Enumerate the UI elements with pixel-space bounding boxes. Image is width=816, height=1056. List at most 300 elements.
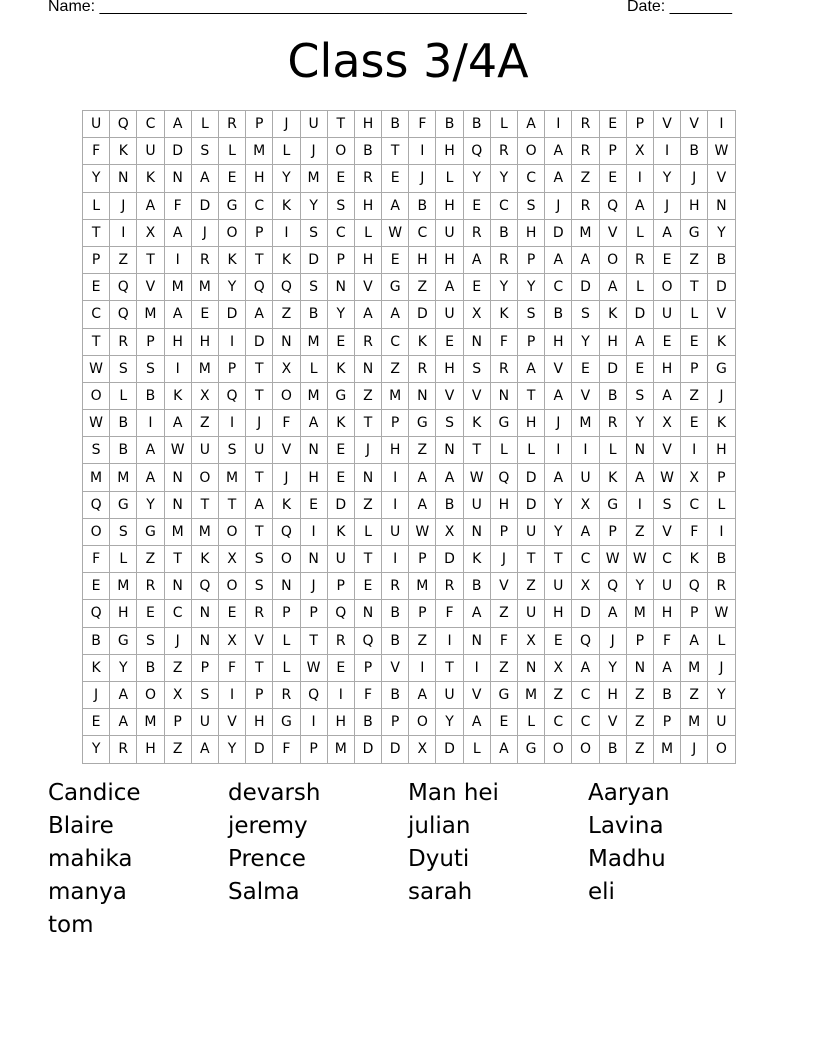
grid-cell[interactable]: H bbox=[246, 709, 273, 736]
grid-cell[interactable]: A bbox=[599, 600, 626, 627]
grid-cell[interactable]: T bbox=[681, 274, 708, 301]
grid-cell[interactable]: I bbox=[382, 546, 409, 573]
grid-cell[interactable]: H bbox=[545, 600, 572, 627]
grid-cell[interactable]: J bbox=[300, 573, 327, 600]
grid-cell[interactable]: Z bbox=[382, 355, 409, 382]
grid-cell[interactable]: W bbox=[83, 410, 110, 437]
grid-cell[interactable]: E bbox=[300, 491, 327, 518]
grid-cell[interactable]: K bbox=[191, 546, 218, 573]
grid-cell[interactable]: L bbox=[599, 437, 626, 464]
grid-cell[interactable]: O bbox=[518, 138, 545, 165]
grid-cell[interactable]: T bbox=[300, 627, 327, 654]
grid-cell[interactable]: L bbox=[83, 192, 110, 219]
grid-cell[interactable]: K bbox=[463, 546, 490, 573]
grid-cell[interactable]: A bbox=[626, 192, 653, 219]
grid-cell[interactable]: E bbox=[545, 627, 572, 654]
grid-cell[interactable]: F bbox=[681, 518, 708, 545]
grid-cell[interactable]: F bbox=[218, 654, 245, 681]
grid-cell[interactable]: R bbox=[490, 246, 517, 273]
grid-cell[interactable]: K bbox=[273, 246, 300, 273]
grid-cell[interactable]: A bbox=[191, 736, 218, 763]
grid-cell[interactable]: A bbox=[164, 219, 191, 246]
grid-cell[interactable]: Q bbox=[83, 600, 110, 627]
grid-cell[interactable]: B bbox=[137, 382, 164, 409]
grid-cell[interactable]: J bbox=[490, 546, 517, 573]
grid-cell[interactable]: N bbox=[490, 382, 517, 409]
grid-cell[interactable]: L bbox=[110, 382, 137, 409]
grid-cell[interactable]: M bbox=[572, 410, 599, 437]
grid-cell[interactable]: M bbox=[681, 709, 708, 736]
grid-cell[interactable]: P bbox=[626, 627, 653, 654]
grid-cell[interactable]: M bbox=[681, 654, 708, 681]
grid-cell[interactable]: S bbox=[436, 410, 463, 437]
grid-cell[interactable]: F bbox=[436, 600, 463, 627]
grid-cell[interactable]: E bbox=[681, 328, 708, 355]
grid-cell[interactable]: A bbox=[572, 518, 599, 545]
grid-cell[interactable]: G bbox=[110, 627, 137, 654]
grid-cell[interactable]: L bbox=[626, 219, 653, 246]
grid-cell[interactable]: G bbox=[382, 274, 409, 301]
grid-cell[interactable]: L bbox=[354, 219, 381, 246]
grid-cell[interactable]: J bbox=[681, 165, 708, 192]
grid-cell[interactable]: P bbox=[599, 518, 626, 545]
grid-cell[interactable]: I bbox=[681, 437, 708, 464]
grid-cell[interactable]: L bbox=[518, 709, 545, 736]
grid-cell[interactable]: H bbox=[599, 328, 626, 355]
grid-cell[interactable]: S bbox=[110, 518, 137, 545]
grid-cell[interactable]: K bbox=[273, 192, 300, 219]
grid-cell[interactable]: L bbox=[110, 546, 137, 573]
grid-cell[interactable]: M bbox=[164, 274, 191, 301]
grid-cell[interactable]: Y bbox=[545, 518, 572, 545]
grid-cell[interactable]: E bbox=[327, 328, 354, 355]
grid-cell[interactable]: Y bbox=[599, 654, 626, 681]
grid-cell[interactable]: E bbox=[137, 600, 164, 627]
grid-cell[interactable]: M bbox=[191, 274, 218, 301]
grid-cell[interactable]: M bbox=[164, 518, 191, 545]
grid-cell[interactable]: G bbox=[327, 382, 354, 409]
grid-cell[interactable]: O bbox=[708, 736, 735, 763]
grid-cell[interactable]: Y bbox=[626, 573, 653, 600]
grid-cell[interactable]: L bbox=[273, 138, 300, 165]
grid-cell[interactable]: N bbox=[300, 546, 327, 573]
grid-cell[interactable]: N bbox=[110, 165, 137, 192]
grid-cell[interactable]: E bbox=[218, 165, 245, 192]
grid-cell[interactable]: D bbox=[518, 464, 545, 491]
grid-cell[interactable]: K bbox=[599, 464, 626, 491]
grid-cell[interactable]: W bbox=[409, 518, 436, 545]
grid-cell[interactable]: M bbox=[300, 165, 327, 192]
grid-cell[interactable]: X bbox=[273, 355, 300, 382]
grid-cell[interactable]: T bbox=[83, 219, 110, 246]
grid-cell[interactable]: R bbox=[191, 246, 218, 273]
grid-cell[interactable]: N bbox=[191, 627, 218, 654]
grid-cell[interactable]: E bbox=[83, 274, 110, 301]
grid-cell[interactable]: N bbox=[327, 274, 354, 301]
grid-cell[interactable]: R bbox=[599, 410, 626, 437]
grid-cell[interactable]: K bbox=[681, 546, 708, 573]
grid-cell[interactable]: H bbox=[382, 437, 409, 464]
grid-cell[interactable]: I bbox=[409, 654, 436, 681]
grid-cell[interactable]: F bbox=[273, 736, 300, 763]
grid-cell[interactable]: E bbox=[327, 437, 354, 464]
grid-cell[interactable]: H bbox=[327, 709, 354, 736]
grid-cell[interactable]: J bbox=[273, 464, 300, 491]
grid-cell[interactable]: D bbox=[246, 736, 273, 763]
grid-cell[interactable]: Q bbox=[327, 600, 354, 627]
grid-cell[interactable]: T bbox=[545, 546, 572, 573]
grid-cell[interactable]: Y bbox=[110, 654, 137, 681]
grid-cell[interactable]: Z bbox=[572, 165, 599, 192]
grid-cell[interactable]: L bbox=[273, 627, 300, 654]
grid-cell[interactable]: P bbox=[137, 328, 164, 355]
grid-cell[interactable]: P bbox=[354, 654, 381, 681]
grid-cell[interactable]: V bbox=[653, 518, 680, 545]
grid-cell[interactable]: D bbox=[409, 301, 436, 328]
grid-cell[interactable]: U bbox=[246, 437, 273, 464]
grid-cell[interactable]: S bbox=[191, 138, 218, 165]
grid-cell[interactable]: D bbox=[382, 736, 409, 763]
grid-cell[interactable]: W bbox=[83, 355, 110, 382]
grid-cell[interactable]: G bbox=[518, 736, 545, 763]
grid-cell[interactable]: P bbox=[300, 600, 327, 627]
grid-cell[interactable]: B bbox=[300, 301, 327, 328]
grid-cell[interactable]: B bbox=[545, 301, 572, 328]
grid-cell[interactable]: W bbox=[599, 546, 626, 573]
grid-cell[interactable]: R bbox=[327, 627, 354, 654]
grid-cell[interactable]: W bbox=[708, 600, 735, 627]
grid-cell[interactable]: G bbox=[137, 518, 164, 545]
grid-cell[interactable]: B bbox=[599, 382, 626, 409]
grid-cell[interactable]: J bbox=[545, 192, 572, 219]
grid-cell[interactable]: F bbox=[354, 681, 381, 708]
grid-cell[interactable]: F bbox=[409, 111, 436, 138]
grid-cell[interactable]: Z bbox=[681, 382, 708, 409]
grid-cell[interactable]: H bbox=[545, 328, 572, 355]
grid-cell[interactable]: P bbox=[164, 709, 191, 736]
grid-cell[interactable]: R bbox=[273, 681, 300, 708]
grid-cell[interactable]: H bbox=[436, 192, 463, 219]
grid-cell[interactable]: H bbox=[300, 464, 327, 491]
grid-cell[interactable]: B bbox=[708, 246, 735, 273]
grid-cell[interactable]: Y bbox=[327, 301, 354, 328]
grid-cell[interactable]: C bbox=[518, 165, 545, 192]
grid-cell[interactable]: H bbox=[599, 681, 626, 708]
grid-cell[interactable]: V bbox=[137, 274, 164, 301]
grid-cell[interactable]: D bbox=[436, 736, 463, 763]
grid-cell[interactable]: M bbox=[137, 709, 164, 736]
grid-cell[interactable]: D bbox=[626, 301, 653, 328]
grid-cell[interactable]: A bbox=[545, 464, 572, 491]
grid-cell[interactable]: P bbox=[191, 654, 218, 681]
grid-cell[interactable]: Y bbox=[518, 274, 545, 301]
grid-cell[interactable]: H bbox=[436, 246, 463, 273]
grid-cell[interactable]: M bbox=[110, 464, 137, 491]
grid-cell[interactable]: H bbox=[518, 219, 545, 246]
grid-cell[interactable]: Y bbox=[708, 681, 735, 708]
grid-cell[interactable]: A bbox=[653, 382, 680, 409]
grid-cell[interactable]: Q bbox=[599, 573, 626, 600]
grid-cell[interactable]: N bbox=[164, 464, 191, 491]
grid-cell[interactable]: U bbox=[436, 301, 463, 328]
grid-cell[interactable]: A bbox=[191, 165, 218, 192]
grid-cell[interactable]: E bbox=[354, 573, 381, 600]
grid-cell[interactable]: H bbox=[518, 410, 545, 437]
grid-cell[interactable]: M bbox=[83, 464, 110, 491]
grid-cell[interactable]: N bbox=[300, 437, 327, 464]
grid-cell[interactable]: G bbox=[599, 491, 626, 518]
grid-cell[interactable]: H bbox=[354, 192, 381, 219]
grid-cell[interactable]: A bbox=[545, 165, 572, 192]
grid-cell[interactable]: M bbox=[572, 219, 599, 246]
grid-cell[interactable]: K bbox=[273, 491, 300, 518]
grid-cell[interactable]: H bbox=[436, 355, 463, 382]
grid-cell[interactable]: M bbox=[382, 382, 409, 409]
grid-cell[interactable]: L bbox=[273, 654, 300, 681]
grid-cell[interactable]: A bbox=[137, 464, 164, 491]
grid-cell[interactable]: T bbox=[246, 355, 273, 382]
grid-cell[interactable]: P bbox=[653, 709, 680, 736]
grid-cell[interactable]: Y bbox=[490, 274, 517, 301]
grid-cell[interactable]: N bbox=[354, 600, 381, 627]
grid-cell[interactable]: C bbox=[545, 709, 572, 736]
grid-cell[interactable]: B bbox=[382, 627, 409, 654]
grid-cell[interactable]: V bbox=[490, 573, 517, 600]
grid-cell[interactable]: Y bbox=[572, 328, 599, 355]
grid-cell[interactable]: A bbox=[300, 410, 327, 437]
grid-cell[interactable]: T bbox=[354, 546, 381, 573]
grid-cell[interactable]: Q bbox=[83, 491, 110, 518]
grid-cell[interactable]: E bbox=[382, 246, 409, 273]
grid-cell[interactable]: N bbox=[164, 165, 191, 192]
grid-cell[interactable]: A bbox=[545, 382, 572, 409]
grid-cell[interactable]: H bbox=[164, 328, 191, 355]
grid-cell[interactable]: C bbox=[545, 274, 572, 301]
grid-cell[interactable]: S bbox=[300, 219, 327, 246]
grid-cell[interactable]: H bbox=[246, 165, 273, 192]
grid-cell[interactable]: O bbox=[83, 518, 110, 545]
grid-cell[interactable]: M bbox=[246, 138, 273, 165]
grid-cell[interactable]: Q bbox=[246, 274, 273, 301]
grid-cell[interactable]: C bbox=[83, 301, 110, 328]
grid-cell[interactable]: I bbox=[327, 681, 354, 708]
grid-cell[interactable]: B bbox=[382, 111, 409, 138]
grid-cell[interactable]: D bbox=[545, 219, 572, 246]
grid-cell[interactable]: Z bbox=[626, 709, 653, 736]
grid-cell[interactable]: S bbox=[83, 437, 110, 464]
grid-cell[interactable]: N bbox=[273, 573, 300, 600]
grid-cell[interactable]: U bbox=[300, 111, 327, 138]
grid-cell[interactable]: A bbox=[518, 111, 545, 138]
grid-cell[interactable]: T bbox=[218, 491, 245, 518]
grid-cell[interactable]: P bbox=[246, 111, 273, 138]
grid-cell[interactable]: P bbox=[246, 219, 273, 246]
grid-cell[interactable]: X bbox=[545, 654, 572, 681]
grid-cell[interactable]: C bbox=[572, 546, 599, 573]
grid-cell[interactable]: K bbox=[164, 382, 191, 409]
grid-cell[interactable]: B bbox=[436, 491, 463, 518]
grid-cell[interactable]: W bbox=[382, 219, 409, 246]
grid-cell[interactable]: V bbox=[653, 437, 680, 464]
grid-cell[interactable]: I bbox=[653, 138, 680, 165]
grid-cell[interactable]: Q bbox=[273, 274, 300, 301]
grid-cell[interactable]: M bbox=[409, 573, 436, 600]
grid-cell[interactable]: P bbox=[518, 328, 545, 355]
grid-cell[interactable]: V bbox=[463, 681, 490, 708]
grid-cell[interactable]: G bbox=[490, 410, 517, 437]
grid-cell[interactable]: E bbox=[463, 274, 490, 301]
grid-cell[interactable]: U bbox=[518, 600, 545, 627]
grid-cell[interactable]: M bbox=[300, 328, 327, 355]
grid-cell[interactable]: L bbox=[436, 165, 463, 192]
grid-cell[interactable]: Q bbox=[300, 681, 327, 708]
grid-cell[interactable]: Y bbox=[137, 491, 164, 518]
grid-cell[interactable]: O bbox=[137, 681, 164, 708]
grid-cell[interactable]: B bbox=[409, 192, 436, 219]
grid-cell[interactable]: Y bbox=[626, 410, 653, 437]
grid-cell[interactable]: G bbox=[681, 219, 708, 246]
grid-cell[interactable]: T bbox=[246, 464, 273, 491]
grid-cell[interactable]: D bbox=[218, 301, 245, 328]
grid-cell[interactable]: S bbox=[626, 382, 653, 409]
grid-cell[interactable]: E bbox=[599, 165, 626, 192]
grid-cell[interactable]: A bbox=[681, 627, 708, 654]
grid-cell[interactable]: B bbox=[354, 709, 381, 736]
grid-cell[interactable]: O bbox=[273, 382, 300, 409]
grid-cell[interactable]: N bbox=[409, 382, 436, 409]
grid-cell[interactable]: R bbox=[354, 328, 381, 355]
grid-cell[interactable]: N bbox=[626, 437, 653, 464]
grid-cell[interactable]: K bbox=[83, 654, 110, 681]
grid-cell[interactable]: P bbox=[409, 546, 436, 573]
date-field[interactable]: Date: _______ bbox=[627, 0, 732, 15]
grid-cell[interactable]: L bbox=[218, 138, 245, 165]
grid-cell[interactable]: A bbox=[653, 219, 680, 246]
grid-cell[interactable]: O bbox=[653, 274, 680, 301]
grid-cell[interactable]: I bbox=[626, 491, 653, 518]
grid-cell[interactable]: J bbox=[545, 410, 572, 437]
grid-cell[interactable]: O bbox=[572, 736, 599, 763]
grid-cell[interactable]: V bbox=[545, 355, 572, 382]
grid-cell[interactable]: H bbox=[354, 111, 381, 138]
grid-cell[interactable]: Y bbox=[273, 165, 300, 192]
grid-cell[interactable]: H bbox=[191, 328, 218, 355]
grid-cell[interactable]: N bbox=[354, 464, 381, 491]
grid-cell[interactable]: N bbox=[273, 328, 300, 355]
grid-cell[interactable]: C bbox=[327, 219, 354, 246]
grid-cell[interactable]: S bbox=[137, 627, 164, 654]
grid-cell[interactable]: Q bbox=[110, 301, 137, 328]
grid-cell[interactable]: E bbox=[327, 654, 354, 681]
grid-cell[interactable]: R bbox=[137, 573, 164, 600]
grid-cell[interactable]: J bbox=[681, 736, 708, 763]
grid-cell[interactable]: Z bbox=[273, 301, 300, 328]
grid-cell[interactable]: V bbox=[599, 219, 626, 246]
grid-cell[interactable]: E bbox=[436, 328, 463, 355]
grid-cell[interactable]: R bbox=[572, 192, 599, 219]
grid-cell[interactable]: E bbox=[327, 165, 354, 192]
grid-cell[interactable]: E bbox=[327, 464, 354, 491]
grid-cell[interactable]: J bbox=[354, 437, 381, 464]
grid-cell[interactable]: D bbox=[572, 274, 599, 301]
grid-cell[interactable]: R bbox=[463, 219, 490, 246]
grid-cell[interactable]: Z bbox=[354, 491, 381, 518]
grid-cell[interactable]: Q bbox=[110, 111, 137, 138]
grid-cell[interactable]: X bbox=[137, 219, 164, 246]
grid-cell[interactable]: E bbox=[382, 165, 409, 192]
grid-cell[interactable]: T bbox=[382, 138, 409, 165]
grid-cell[interactable]: A bbox=[164, 111, 191, 138]
grid-cell[interactable]: Y bbox=[545, 491, 572, 518]
grid-cell[interactable]: U bbox=[83, 111, 110, 138]
grid-cell[interactable]: T bbox=[518, 546, 545, 573]
grid-cell[interactable]: Z bbox=[191, 410, 218, 437]
grid-cell[interactable]: M bbox=[218, 464, 245, 491]
grid-cell[interactable]: L bbox=[354, 518, 381, 545]
grid-cell[interactable]: X bbox=[218, 627, 245, 654]
grid-cell[interactable]: E bbox=[83, 709, 110, 736]
grid-cell[interactable]: S bbox=[300, 274, 327, 301]
grid-cell[interactable]: G bbox=[490, 681, 517, 708]
grid-cell[interactable]: O bbox=[545, 736, 572, 763]
grid-cell[interactable]: H bbox=[409, 246, 436, 273]
grid-cell[interactable]: A bbox=[436, 274, 463, 301]
grid-cell[interactable]: Z bbox=[354, 382, 381, 409]
grid-cell[interactable]: R bbox=[436, 573, 463, 600]
grid-cell[interactable]: O bbox=[83, 382, 110, 409]
grid-cell[interactable]: X bbox=[681, 464, 708, 491]
grid-cell[interactable]: B bbox=[708, 546, 735, 573]
grid-cell[interactable]: G bbox=[110, 491, 137, 518]
grid-cell[interactable]: D bbox=[327, 491, 354, 518]
grid-cell[interactable]: F bbox=[490, 627, 517, 654]
grid-cell[interactable]: Y bbox=[300, 192, 327, 219]
grid-cell[interactable]: N bbox=[708, 192, 735, 219]
grid-cell[interactable]: H bbox=[354, 246, 381, 273]
grid-cell[interactable]: A bbox=[572, 246, 599, 273]
grid-cell[interactable]: N bbox=[463, 627, 490, 654]
grid-cell[interactable]: L bbox=[490, 111, 517, 138]
grid-cell[interactable]: U bbox=[137, 138, 164, 165]
grid-cell[interactable]: A bbox=[246, 301, 273, 328]
grid-cell[interactable]: R bbox=[572, 111, 599, 138]
grid-cell[interactable]: V bbox=[382, 654, 409, 681]
grid-cell[interactable]: Y bbox=[653, 165, 680, 192]
grid-cell[interactable]: Q bbox=[490, 464, 517, 491]
grid-cell[interactable]: A bbox=[463, 246, 490, 273]
grid-cell[interactable]: M bbox=[110, 573, 137, 600]
grid-cell[interactable]: K bbox=[110, 138, 137, 165]
grid-cell[interactable]: Q bbox=[110, 274, 137, 301]
grid-cell[interactable]: U bbox=[708, 709, 735, 736]
grid-cell[interactable]: N bbox=[518, 654, 545, 681]
grid-cell[interactable]: Q bbox=[191, 573, 218, 600]
grid-cell[interactable]: C bbox=[572, 681, 599, 708]
grid-cell[interactable]: B bbox=[110, 410, 137, 437]
grid-cell[interactable]: U bbox=[653, 301, 680, 328]
grid-cell[interactable]: E bbox=[626, 355, 653, 382]
grid-cell[interactable]: C bbox=[137, 111, 164, 138]
grid-cell[interactable]: U bbox=[436, 681, 463, 708]
grid-cell[interactable]: M bbox=[626, 600, 653, 627]
grid-cell[interactable]: Z bbox=[137, 546, 164, 573]
grid-cell[interactable]: E bbox=[599, 111, 626, 138]
grid-cell[interactable]: Z bbox=[164, 736, 191, 763]
grid-cell[interactable]: A bbox=[599, 274, 626, 301]
grid-cell[interactable]: T bbox=[246, 518, 273, 545]
grid-cell[interactable]: Z bbox=[681, 681, 708, 708]
grid-cell[interactable]: U bbox=[463, 491, 490, 518]
